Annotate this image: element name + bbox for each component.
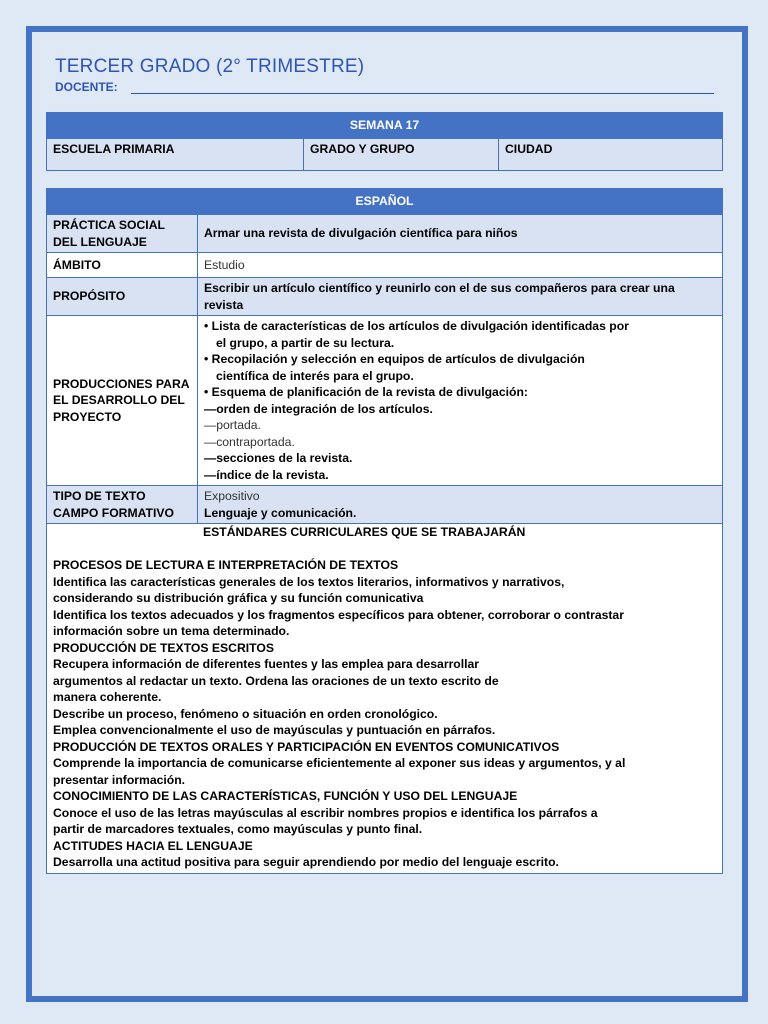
list-item: el grupo, a partir de su lectura. (216, 335, 395, 350)
producciones-list (198, 316, 723, 486)
proposito-label: PROPÓSITO (47, 278, 198, 316)
estandar-line: PRODUCCIÓN DE TEXTOS ESCRITOS (53, 640, 274, 655)
tipo-value: Expositivo (204, 489, 260, 503)
list-item: —portada. (204, 418, 261, 432)
estandar-line: Describe un proceso, fenómeno o situación en orden cronológico. (53, 706, 438, 721)
tipo-campo-value (198, 486, 723, 524)
estandar-line: información sobre un tema determinado. (53, 624, 290, 638)
tipo-campo-label (47, 486, 198, 524)
estandar-line: Identifica los textos adecuados y los fragmentos específicos para obtener, corroborar o contrastar (53, 607, 624, 622)
estandar-line: Conoce el uso de las letras mayúsculas al escribir nombres propios e identifica los párrafos a (53, 805, 598, 820)
ambito-value: Estudio (198, 253, 723, 278)
estandares-title: ESTÁNDARES CURRICULARES QUE SE TRABAJARÁN (203, 525, 526, 539)
list-item: • Recopilación y selección en equipos de artículos de divulgación (204, 352, 585, 366)
list-item: —orden de integración de los artículos. (204, 401, 433, 416)
estandares-list (53, 557, 716, 871)
estandar-line: ACTITUDES HACIA EL LENGUAJE (53, 838, 253, 853)
practica-value: Armar una revista de divulgación científica para niños (198, 215, 723, 253)
practica-label: PRÁCTICA SOCIAL DEL LENGUAJE (47, 215, 198, 253)
estandar-line: partir de marcadores textuales, como mayúsculas y punto final. (53, 822, 423, 836)
estandar-line: PROCESOS DE LECTURA E INTERPRETACIÓN DE TEXTOS (53, 558, 399, 572)
proposito-value: Escribir un artículo científico y reunirlo con el de sus compañeros para crear una revista (198, 278, 723, 316)
estandar-line: manera coherente. (53, 690, 162, 704)
estandar-line: PRODUCCIÓN DE TEXTOS ORALES Y PARTICIPACIÓN EN EVENTOS COMUNICATIVOS (53, 739, 560, 754)
list-item: —contraportada. (204, 434, 295, 449)
bullet-icon: • (204, 385, 212, 399)
estandar-line: considerando su distribución gráfica y su función comunicativa (53, 591, 424, 605)
campo-value: Lenguaje y comunicación. (204, 505, 357, 520)
bullet-icon: • (204, 319, 212, 333)
subject-header: ESPAÑOL (47, 189, 723, 215)
list-item: —secciones de la revista. (204, 451, 353, 465)
page-title: TERCER GRADO (2° TRIMESTRE) (55, 56, 365, 77)
estandar-line: Identifica las características generales de los textos literarios, informativos y narrativos, (53, 574, 565, 589)
estandar-line: CONOCIMIENTO DE LAS CARACTERÍSTICAS, FUNCIÓN Y USO DEL LENGUAJE (53, 789, 518, 803)
estandar-line: Desarrolla una actitud positiva para seguir aprendiendo por medio del lenguaje escrito. (53, 855, 559, 869)
escuela-cell: ESCUELA PRIMARIA (47, 139, 304, 171)
list-item: • Esquema de planificación de la revista de divulgación: (204, 385, 528, 399)
bullet-icon: • (204, 352, 212, 366)
list-item: —índice de la revista. (204, 467, 329, 482)
ciudad-cell: CIUDAD (499, 139, 723, 171)
week-table (46, 112, 723, 171)
docente-label: DOCENTE: (55, 80, 118, 94)
ambito-label: ÁMBITO (47, 253, 198, 278)
estandar-line: presentar información. (53, 772, 186, 787)
list-item: • Lista de características de los artículos de divulgación identificadas por (204, 319, 629, 333)
estandar-line: argumentos al redactar un texto. Ordena las oraciones de un texto escrito de (53, 673, 499, 688)
campo-label: CAMPO FORMATIVO (53, 505, 174, 520)
estandares-cell (47, 524, 723, 874)
list-item: científica de interés para el grupo. (216, 368, 414, 383)
estandar-line: Comprende la importancia de comunicarse eficientemente al exponer sus ideas y argumentos, y al (53, 756, 626, 770)
grado-cell: GRADO Y GRUPO (304, 139, 499, 171)
tipo-label: TIPO DE TEXTO (53, 489, 146, 503)
estandar-line: Recupera información de diferentes fuentes y las emplea para desarrollar (53, 657, 480, 671)
docente-line (131, 93, 714, 94)
producciones-label: PRODUCCIONES PARA EL DESARROLLO DEL PROYECTO (47, 316, 198, 486)
spanish-table (46, 188, 723, 874)
week-header: SEMANA 17 (47, 113, 723, 139)
estandar-line: Emplea convencionalmente el uso de mayúsculas y puntuación en párrafos. (53, 723, 496, 737)
